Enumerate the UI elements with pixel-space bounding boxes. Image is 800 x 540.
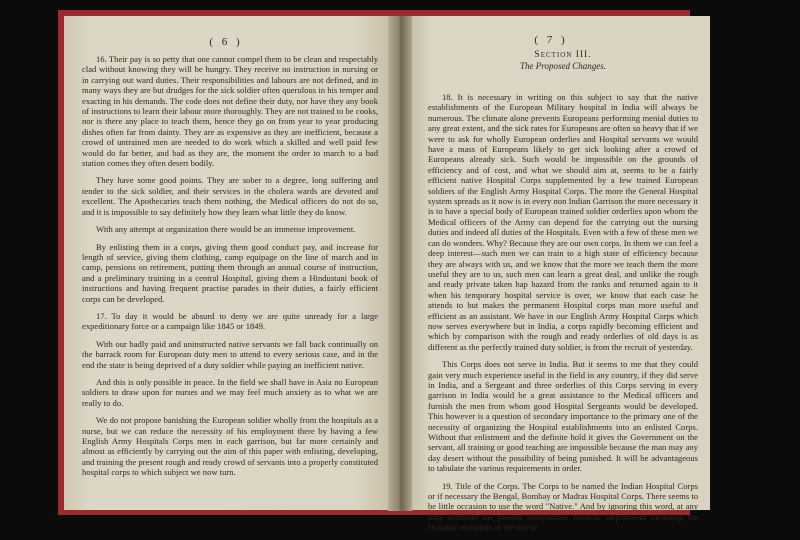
book-gutter [388, 16, 412, 511]
right-page [412, 16, 710, 533]
paragraph: This Corps does not serve in India. But it seems to me that they could gain very much experience useful in the field in any country, if they did serve in India, and a Sergeant and three orderlies of this Corps serving in every garrison in India would be a great assistance to the Medical officers and furnish the men from whom good Hospital Sergeants would be developed. This however is a question of secondary importance to the primary one of the necessity of organizing the Hospital establishments into an enlisted Corps. Without that enlistment and the definite hold it gives the Government on the servant, all training or good teaching are impossible because the man may any day desert without the possibility of being punished. It will be advantageous to tabulate the various requirements in order. [428, 359, 698, 474]
left-page-body [82, 54, 378, 485]
left-page-number: ( 6 ) [209, 36, 243, 48]
paragraph: 16. Their pay is so petty that one cannot compel them to be clean and respectably clad without knowing they will be hungry. They receive no instruction in nursing or in carrying out ward duties. Their responsibilities and labours are not defined, and in many ways they are but drudges for the sick soldier often querulous in his temper and exacting in his demands. The code does not define their duty, nor have they any book of instructions to learn their labour more thoroughly. They are not trained to be cooks, nor is there any place to teach them, hence they go on from year to year producing dishes often far from dainty. They are as expensive as they are inefficient, because a crowd of untrained men are needed to do work which a skilled and well paid few would do far better, and bad as they are, the moment the order to march to a bad station comes they often desert bodily. [82, 54, 378, 169]
paragraph: With our badly paid and uninstructed native servants we fall back continually on the barrack room for European duty men to attend to every serious case, and in the end the state is being deprived of a duty soldier while paying an inefficient native. [82, 338, 378, 370]
section-heading [428, 48, 698, 77]
paragraph: 18. It is necessary in writing on this subject to say that the native establishments of the European Military hospital in India will always be numerous. The climate alone prevents Europeans performing menial duties to any great extent, and the sick rates for Europeans are often so heavy that if we were to ask for wholly European orderlies and Hospital servants we would have a mass of Europeans likely to get sick looking after a crowd of Europeans already sick. Such would be impossible on the grounds of efficiency and of cost, and what we should aim at, seems to be a fairly efficient native Hospital Corps supplemented by a few trained European soldiers of the English Army Hospital Corps. The more the General Hospital system spreads as it now is in every non Indian Garrison the more necessary it is to have a special body of European trained soldier orderlies upon whom the Medical officers of the Army can depend for the carrying out the nursing duties and indeed all duties of the Hospitals. Even with a few of these men we can do wonders. Why? Because they are our own corps. In them we can feel a deep interest—such men we can train to a high state of efficiency because they are always with us, and we know that the more we teach them the more useful they are to us, such men can learn a great deal, and unlike the rough and ready private taken hap hazard from the ranks and returned again to it when his temporary hospital service is over, we know that each case he attends to but makes the permanent Hospital corps man more useful and efficient as an assistant. We have in our English Army Hospital Corps which now serves everywhere but in India, a corps rapidly becoming efficient and which by comparison with the rough and ready orderlies of old days is as different as the perfectly trained duty soldier, is from the recruit of yesterday. [428, 92, 698, 352]
paragraph: 19. Title of the Corps. The Corps to be named the Indian Hospital Corps or if necessary the Bengal, Bombay or Madras Hospital Corps. There seems to be little occasion to use the word "Native." And by ignoring this word, at any time hereafter the present Subordinate Medical Department including the Hospital assistants of the native [428, 480, 699, 533]
right-page-number: ( 7 ) [534, 34, 568, 46]
paragraph: With any attempt at organization there would be an immense improvement. [96, 224, 356, 235]
left-page [64, 16, 388, 510]
section-subtitle: The Proposed Changes. [520, 61, 606, 71]
paragraph: We do not propose banishing the European soldier wholly from the hospitals as a nurse, but we can reduce the necessity of his employment there by having a few English Army Hospitals Corps men in each garrison, but far more certainly and almost as efficiently by carrying out the aim of this paper with enlisting, developing, and training the present rough and ready crowd of servants into a properly constituted hospital corps to which subject we now turn. [82, 415, 378, 478]
section-title: Section III. [534, 50, 592, 60]
paragraph: 17. To day it would be absurd to deny we are quite unready for a large expeditionary force or a campaign like 1845 or 1849. [82, 310, 378, 332]
paragraph: They have some good points. They are sober to a degree, long suffering and tender to the sick soldier, and their services in the cholera wards are devoted and excellent. The Apothecaries teach them nothing, the Medical officers do not do so, and it is impossible to say definitely how they learn what little they do know. [82, 175, 378, 217]
paragraph: By enlisting them in a corps, giving them good conduct pay, and increase for length of service, giving them clothing, camp equipage on the line of march and in camp, pensions on retirement, putting them through an annual course of instruction, and a preliminary training in a central Hospital, giving them a Hindustani book of instructions and having frequent practise parades in their duties, a fairly efficient corps can be developed. [82, 241, 378, 304]
right-page-body [428, 92, 698, 540]
paragraph: And this is only possible in peace. In the field we shall have in Asia no European soldiers to draw upon for nurses and we may feel much anxiety as to what we are really to do. [82, 376, 378, 408]
